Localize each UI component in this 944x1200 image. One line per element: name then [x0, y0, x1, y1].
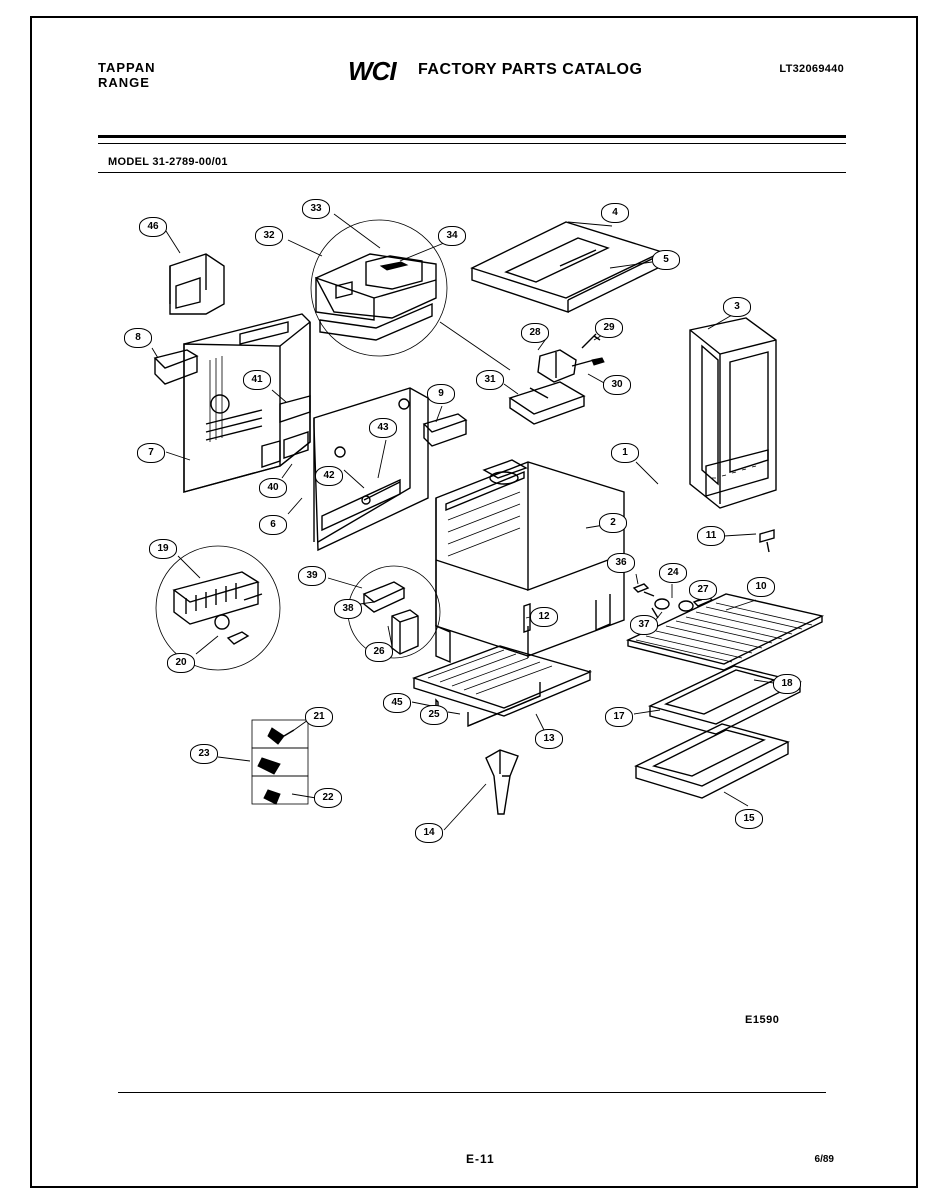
callout-23: 23: [190, 744, 218, 764]
callout-30: 30: [603, 375, 631, 395]
document-number: LT32069440: [779, 63, 844, 75]
callout-9: 9: [427, 384, 455, 404]
callout-4: 4: [601, 203, 629, 223]
part-9-handle: [424, 414, 466, 446]
callout-21: 21: [305, 707, 333, 727]
model-line: MODEL 31-2789-00/01: [108, 156, 228, 168]
callout-7: 7: [137, 443, 165, 463]
part-14-tool: [486, 750, 518, 814]
callout-22: 22: [314, 788, 342, 808]
callout-11: 11: [697, 526, 725, 546]
catalog-title: FACTORY PARTS CATALOG: [418, 61, 643, 78]
part-2-oven-cabinet: [436, 460, 624, 662]
callout-32: 32: [255, 226, 283, 246]
part-4-cooktop: [472, 222, 662, 312]
part-26-latch-inset: [348, 566, 440, 658]
callout-31: 31: [476, 370, 504, 390]
callout-29: 29: [595, 318, 623, 338]
callout-38: 38: [334, 599, 362, 619]
part-10-oven-rack: [628, 594, 822, 670]
callout-28: 28: [521, 323, 549, 343]
wci-logo: WCI: [348, 56, 396, 86]
callout-37: 37: [630, 615, 658, 635]
callout-20: 20: [167, 653, 195, 673]
callout-27: 27: [689, 580, 717, 600]
callout-10: 10: [747, 577, 775, 597]
part-inset-detail: [311, 220, 447, 356]
callout-43: 43: [369, 418, 397, 438]
callout-12: 12: [530, 607, 558, 627]
callout-46: 46: [139, 217, 167, 237]
callout-18: 18: [773, 674, 801, 694]
callout-5: 5: [652, 250, 680, 270]
page-number: E-11: [466, 1152, 495, 1166]
part-21-box-group: [252, 720, 308, 804]
footer-rule: [118, 1092, 826, 1093]
callout-26: 26: [365, 642, 393, 662]
callout-13: 13: [535, 729, 563, 749]
callout-8: 8: [124, 328, 152, 348]
callout-39: 39: [298, 566, 326, 586]
brand-line-2: RANGE: [98, 75, 150, 90]
part-19-element-inset: [156, 546, 280, 670]
figure-code: E1590: [745, 1014, 780, 1026]
part-3-oven-door: [690, 318, 776, 508]
callout-14: 14: [415, 823, 443, 843]
callout-3: 3: [723, 297, 751, 317]
part-11-screw: [760, 530, 774, 552]
revision-date: 6/89: [814, 1154, 834, 1165]
part-46-bracket: [170, 254, 224, 314]
callout-41: 41: [243, 370, 271, 390]
part-hardware-group: [510, 334, 604, 424]
callout-24: 24: [659, 563, 687, 583]
callout-25: 25: [420, 705, 448, 725]
part-8-panel: [155, 350, 197, 384]
callout-1: 1: [611, 443, 639, 463]
callout-34: 34: [438, 226, 466, 246]
part-15-door-frame: [636, 724, 788, 798]
callout-42: 42: [315, 466, 343, 486]
callout-17: 17: [605, 707, 633, 727]
callout-19: 19: [149, 539, 177, 559]
callout-36: 36: [607, 553, 635, 573]
callout-15: 15: [735, 809, 763, 829]
callout-6: 6: [259, 515, 287, 535]
callout-33: 33: [302, 199, 330, 219]
callout-2: 2: [599, 513, 627, 533]
callout-40: 40: [259, 478, 287, 498]
callout-45: 45: [383, 693, 411, 713]
brand-line-1: TAPPAN: [98, 60, 156, 75]
part-6-back-panel: [280, 388, 428, 550]
